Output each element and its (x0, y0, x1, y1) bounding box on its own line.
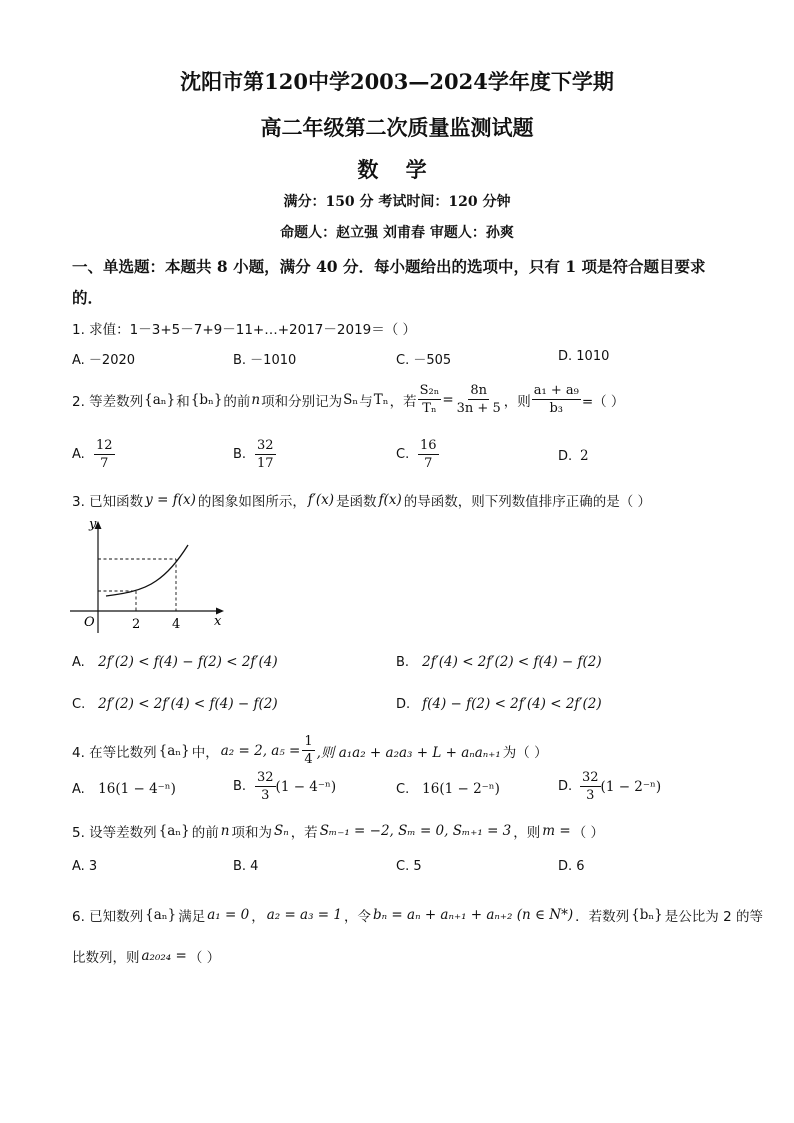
q2-option-d-value: 2 (580, 448, 589, 464)
q5-option-b: B. 4 (233, 859, 259, 874)
q2-frac1-den: Tₙ (422, 401, 437, 416)
section-heading: 一、单选题：本题共 8 小题，满分 40 分．每小题给出的选项中，只有 1 项是符合题目要求 (72, 257, 706, 276)
q6-c1: a₁ = 0 (207, 907, 250, 923)
q5-option-d: D. 6 (558, 859, 585, 874)
q2-option-c-num: 16 (420, 438, 437, 453)
q4-option-d-den: 3 (586, 788, 595, 803)
q4-frac-num: 1 (304, 734, 313, 749)
exam-title-line2: 高二年级第二次质量监测试题 (260, 115, 534, 140)
q3-option-d-label: D. (396, 697, 411, 712)
q2-seq-a: {aₙ} (144, 391, 176, 408)
q3-fpx: f′(x) (307, 492, 335, 508)
x-axis-label: x (214, 614, 222, 629)
q2-frac2-den: 3n + 5 (456, 401, 501, 416)
q2-yu: 与 (359, 393, 373, 410)
q2-option-b-frac (255, 437, 276, 472)
q6-mid: 满足 (178, 909, 206, 925)
q2-prefix: 2. 等差数列 (72, 393, 144, 410)
q1-option-d: D. 1010 (558, 349, 610, 364)
q5-option-c: C. 5 (396, 859, 422, 874)
q2-frac3-den: b₃ (549, 401, 564, 416)
q2-n: n (251, 391, 261, 408)
q4-tail: 为（ ） (502, 744, 548, 761)
subject-title: 数 学 (357, 157, 437, 182)
q2-option-a (72, 437, 115, 472)
q2-option-d (558, 448, 589, 464)
q2-and: 和 (176, 393, 190, 410)
q4-option-b-num: 32 (257, 770, 274, 785)
q3-stem-c: 是函数 (336, 494, 377, 510)
q3-option-a-label: A. (72, 655, 85, 670)
q4-option-b-frac (255, 769, 276, 804)
q2-option-c-den: 7 (424, 456, 433, 471)
q4-prefix: 4. 在等比数列 (72, 744, 157, 761)
q4-option-c (396, 781, 500, 797)
q3-option-c-label: C. (72, 697, 86, 712)
q2-fraction-2 (455, 382, 503, 417)
q5-S: Sₙ (273, 823, 289, 839)
q4-option-c-label: C. (396, 782, 410, 797)
question-6-stem (72, 905, 763, 925)
q4-fraction (302, 733, 314, 768)
q2-then: ，则 (503, 393, 531, 410)
q2-option-a-num: 12 (96, 438, 113, 453)
q6-tail1: 是公比为 2 的等 (664, 909, 763, 925)
q5-cond: Sₘ₋₁ = −2, Sₘ = 0, Sₘ₊₁ = 3 (319, 823, 512, 839)
q2-option-d-label: D. (558, 448, 573, 464)
q3-option-a (72, 654, 278, 670)
q3-stem-d: 的导函数，则下列数值排序正确的是（ ） (403, 494, 652, 510)
q6-bseq: {bₙ} (631, 907, 663, 923)
q3-option-b-expr: 2f′(4) < 2f′(2) < f(4) − f(2) (422, 654, 602, 670)
q3-option-a-expr: 2f′(2) < f(4) − f(2) < 2f′(4) (98, 654, 278, 670)
exam-title-line1: 沈阳市第120中学2003—2024学年度下学期 (180, 69, 614, 94)
q3-option-b (396, 654, 602, 670)
q6-c2: a₂ = a₃ = 1 (266, 907, 343, 923)
q2-mid1: 的前 (223, 393, 251, 410)
question-2-stem (72, 382, 624, 417)
q4-option-a (72, 781, 176, 797)
q4-option-a-expr: 16(1 − 4⁻ⁿ) (98, 781, 176, 797)
q4-option-c-expr: 16(1 − 2⁻ⁿ) (422, 781, 500, 797)
q4-mid: 中， (191, 744, 219, 761)
q5-n: n (220, 823, 230, 839)
q5-then: ，则 (513, 825, 541, 841)
q6-seq: {aₙ} (145, 907, 177, 923)
q6-a2024: a₂₀₂₄ = (141, 948, 187, 964)
q6-prefix: 6. 已知数列 (72, 909, 144, 925)
question-4-stem (72, 733, 548, 768)
q2-option-c (396, 437, 439, 472)
authors-line: 命题人：赵立强 刘甫春 审题人：孙爽 (280, 225, 514, 241)
q6-let: ，令 (344, 909, 372, 925)
q2-option-b-label: B. (233, 447, 247, 462)
q2-fraction-1 (418, 382, 442, 417)
q4-option-d-frac (580, 769, 601, 804)
q2-option-b (233, 437, 276, 472)
tick-label-4: 4 (172, 617, 181, 632)
q5-prefix: 5. 设等差数列 (72, 825, 157, 841)
q5-tail: （ ） (572, 825, 604, 841)
q3-stem-b: 的图象如图所示， (197, 494, 306, 510)
function-graph (64, 515, 234, 635)
q2-option-a-den: 7 (100, 456, 109, 471)
q4-option-d (558, 769, 661, 804)
origin-label: O (84, 615, 95, 630)
q2-option-a-frac (94, 437, 115, 472)
q4-expr: ,则 a₁a₂ + a₂a₃ + L + aₙaₙ₊₁ (316, 744, 501, 761)
q2-option-c-label: C. (396, 447, 410, 462)
q2-option-a-label: A. (72, 447, 85, 462)
q6-tail2: （ ） (188, 950, 221, 966)
q4-option-b (233, 769, 336, 804)
q2-T: Tₙ (373, 391, 389, 408)
q2-fraction-3 (532, 382, 581, 417)
q4-cond: a₂ = 2, a₅ = (220, 742, 301, 759)
q3-option-d (396, 696, 602, 712)
tick-label-2: 2 (132, 617, 141, 632)
question-5-stem (72, 821, 604, 841)
q3-option-d-expr: f(4) − f(2) < 2f′(4) < 2f′(2) (422, 696, 602, 712)
q6-def: bₙ = aₙ + aₙ₊₁ + aₙ₊₂ (n ∈ N*) (373, 907, 574, 923)
q6-comma: ， (251, 909, 265, 925)
q2-seq-b: {bₙ} (190, 391, 223, 408)
q4-option-a-label: A. (72, 782, 85, 797)
q6-line2a: 比数列，则 (72, 950, 140, 966)
q3-option-c (72, 696, 278, 712)
question-6-stem-cont (72, 946, 220, 966)
q3-yfx: y = f(x) (145, 492, 196, 508)
q3-fx: f(x) (378, 492, 402, 508)
q1-option-b: B. －1010 (233, 353, 297, 368)
q5-seq: {aₙ} (158, 823, 190, 839)
q4-option-b-den: 3 (261, 788, 270, 803)
q4-option-d-label: D. (558, 779, 573, 794)
q4-frac-den: 4 (304, 752, 313, 767)
question-1-stem: 1. 求值：1－3+5－7+9－11+…+2017－2019＝（ ） (72, 322, 417, 338)
q5-mid: 的前 (191, 825, 219, 841)
q2-option-c-frac (418, 437, 439, 472)
q2-option-b-den: 17 (257, 456, 274, 471)
q1-option-a: A. －2020 (72, 353, 136, 368)
q2-tail: =（ ） (581, 393, 625, 410)
q5-mid2: 项和为 (231, 825, 272, 841)
q2-mid2: 项和分别记为 (261, 393, 343, 410)
q5-m: m = (542, 823, 571, 839)
section-heading-cont: 的． (72, 288, 104, 307)
question-3-stem (72, 490, 651, 510)
q3-option-b-label: B. (396, 655, 410, 670)
y-axis-label: y (89, 517, 97, 532)
q2-frac2-num: 8n (470, 383, 487, 398)
q4-seq: {aₙ} (158, 742, 190, 759)
q3-option-c-expr: 2f′(2) < 2f′(4) < f(4) − f(2) (98, 696, 278, 712)
q3-stem-a: 3. 已知函数 (72, 494, 144, 510)
q4-option-b-expr: (1 − 4⁻ⁿ) (275, 778, 337, 795)
q2-eq: = (442, 391, 454, 408)
q2-option-b-num: 32 (257, 438, 274, 453)
score-time-line: 满分：150 分 考试时间：120 分钟 (283, 194, 511, 210)
q2-S: Sₙ (343, 391, 359, 408)
q6-if: ．若数列 (575, 909, 630, 925)
q2-frac1-num: S₂ₙ (419, 383, 440, 398)
q2-frac3-num: a₁ + a₉ (533, 383, 579, 398)
q1-option-c: C. －505 (396, 353, 452, 368)
q4-option-d-num: 32 (582, 770, 599, 785)
q5-if: ，若 (290, 825, 318, 841)
q5-option-a: A. 3 (72, 859, 98, 874)
q2-if: ，若 (389, 393, 417, 410)
q4-option-d-expr: (1 − 2⁻ⁿ) (600, 778, 662, 795)
q4-option-b-label: B. (233, 779, 247, 794)
